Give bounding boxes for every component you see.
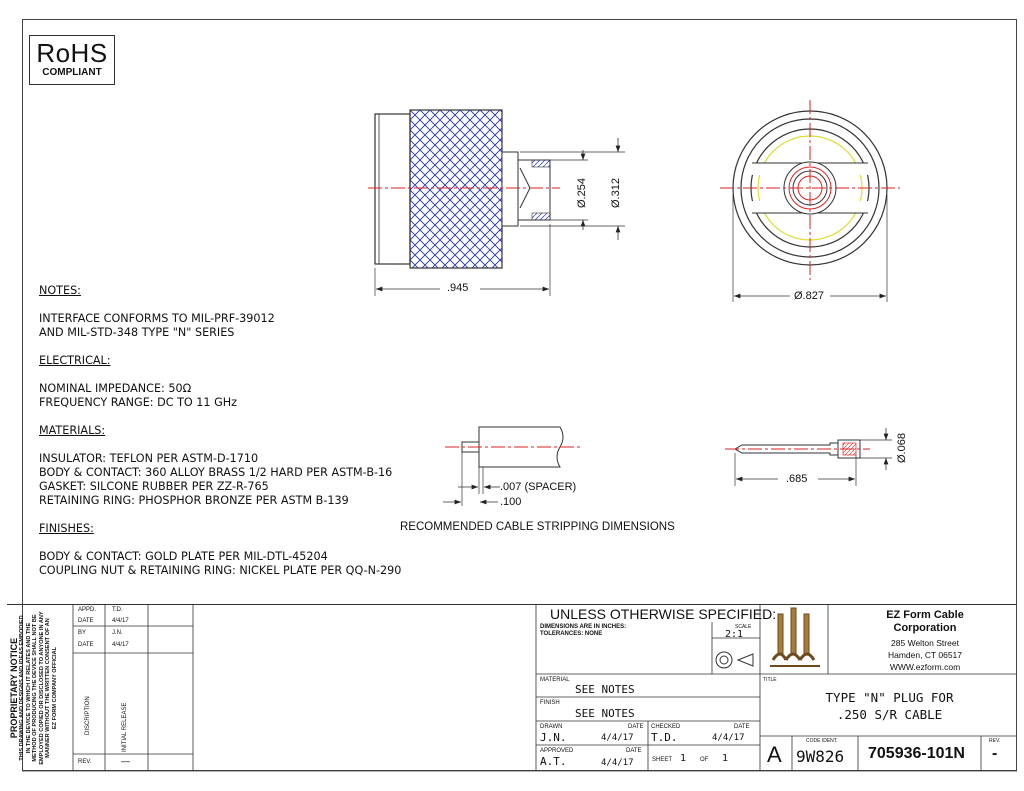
drawn-date: 4/4/17 (601, 733, 634, 743)
dim-spacer: .007 (SPACER) (500, 481, 577, 493)
approved-date: 4/4/17 (601, 758, 634, 768)
finishes-heading: FINISHES: (39, 522, 94, 535)
note-line: RETAINING RING: PHOSPHOR BRONZE PER ASTM B-139 (39, 494, 349, 507)
material-value: SEE NOTES (575, 683, 635, 696)
dim-d312: Ø.312 (610, 178, 622, 208)
of-label: OF (700, 757, 709, 763)
part-number: 705936-101N (868, 745, 965, 762)
date-value: 4/4/17 (112, 618, 129, 624)
rev-label: REV. (78, 759, 92, 765)
unless-specified-title: UNLESS OTHERWISE SPECIFIED: (550, 606, 777, 622)
of-value: 1 (722, 753, 729, 764)
company-logo (770, 608, 820, 666)
tolerances: TOLERANCES: NONE (540, 631, 603, 637)
drawn-label: DRAWN (540, 724, 563, 730)
notes-section (39, 284, 401, 578)
description-label: DISCRIPTION (85, 696, 91, 735)
projection-symbol (716, 652, 753, 668)
drawn-date-label: DATE (628, 724, 644, 730)
notes-heading: NOTES: (39, 284, 81, 297)
drawing-title-line1: TYPE "N" PLUG FOR (825, 690, 954, 705)
dims-in-inches: DIMENSIONS ARE IN INCHES: (540, 624, 627, 630)
company-address (835, 637, 1015, 673)
appd-label: APPD. (78, 607, 97, 613)
note-line: BODY & CONTACT: GOLD PLATE PER MIL-DTL-45204 (39, 550, 328, 563)
approved-value: A.T. (540, 755, 567, 768)
description-value: INITIAL RELEASE (122, 702, 128, 752)
dim-d254: Ø.254 (576, 178, 588, 208)
checked-value: T.D. (651, 731, 678, 744)
drawing-title-line2: .250 S/R CABLE (836, 707, 943, 722)
code-ident-value: 9W826 (796, 747, 845, 766)
note-line: NOMINAL IMPEDANCE: 50Ω (39, 382, 192, 395)
note-line: BODY & CONTACT: 360 ALLOY BRASS 1/2 HARD PER ASTM-B-16 (39, 466, 393, 479)
company-address-line1: 285 Welton Street (891, 638, 959, 648)
proprietary-title: PROPRIETARY NOTICE (9, 637, 19, 739)
company-name-line1: EZ Form Cable (886, 609, 964, 621)
note-line: INSULATOR: TEFLON PER ASTM-D-1710 (39, 452, 259, 465)
dim-strip: .100 (500, 496, 522, 508)
sheet-size: A (767, 742, 782, 767)
dim-l685: .685 (786, 473, 808, 485)
drawing-title (762, 689, 1017, 723)
rev-value: — (121, 756, 130, 766)
checked-date: 4/4/17 (712, 733, 745, 743)
rev-label-title: REV. (989, 738, 1001, 744)
strip-caption: RECOMMENDED CABLE STRIPPING DIMENSIONS (400, 521, 675, 533)
rohs-text: RoHS (36, 38, 108, 68)
date-label: DATE (78, 618, 94, 624)
by-label: BY (78, 630, 87, 636)
contact-pin-view (725, 428, 892, 486)
cable-strip-view (443, 427, 580, 506)
note-line: COUPLING NUT & RETAINING RING: NICKEL PLATE PER QQ-N-290 (39, 564, 402, 577)
title-label: TITLE (763, 677, 777, 683)
code-ident-label: CODE IDENT. (806, 738, 838, 744)
company-name (835, 609, 1015, 635)
materials-heading: MATERIALS: (39, 424, 106, 437)
note-line: GASKET: SILCONE RUBBER PER ZZ-R-765 (39, 480, 269, 493)
rev-value-title: - (992, 745, 998, 762)
appd-value: T.D. (112, 607, 123, 613)
proprietary-line: THIS DRAWING AND DESIGNS AND IDEAS EMBODIED (19, 615, 25, 761)
dim-d068: Ø.068 (896, 433, 908, 463)
electrical-heading: ELECTRICAL: (39, 354, 111, 367)
proprietary-line: MANNER WITHOUT THE WRITTEN CONSENT OF AN (45, 618, 52, 758)
by-value: J.N. (112, 630, 123, 636)
checked-date-label: DATE (734, 724, 750, 730)
date-label: DATE (78, 642, 94, 648)
dim-d827: Ø.827 (794, 290, 824, 302)
approved-date-label: DATE (626, 748, 642, 754)
checked-label: CHECKED (651, 724, 681, 730)
rohs-compliant-text: COMPLIANT (42, 67, 102, 78)
company-name-line2: Corporation (893, 622, 957, 634)
note-line: AND MIL-STD-348 TYPE "N" SERIES (39, 326, 235, 339)
proprietary-line: EZ FORM COMPANY OFFICIAL (51, 646, 58, 730)
finish-label: FINISH (540, 700, 560, 706)
note-line: FREQUENCY RANGE: DC TO 11 GHz (39, 396, 238, 409)
scale-value: 2:1 (725, 629, 744, 640)
plug-end-view (720, 100, 900, 302)
sheet-value: 1 (680, 753, 687, 764)
dim-l945: .945 (447, 282, 469, 294)
scale-label: SCALE (735, 624, 752, 630)
approved-label: APPROVED (540, 748, 574, 754)
proprietary-line: METHOD OF PRODUCING THE DEVICE SHALL NOT BE (32, 614, 39, 762)
material-label: MATERIAL (540, 677, 570, 683)
note-line: INTERFACE CONFORMS TO MIL-PRF-39012 (39, 312, 275, 325)
company-website: WWW.ezform.com (889, 662, 961, 672)
finish-value: SEE NOTES (575, 707, 635, 720)
proprietary-line: EMPLOYED COPIED OR DISCLOSED TO ANYONE IN ANY (38, 611, 45, 765)
drawn-value: J.N. (540, 731, 567, 744)
proprietary-line: IN THE DEVICE TO WHICH IT RELATES AND THE (25, 622, 32, 754)
sheet-label: SHEET (652, 757, 673, 763)
date-value: 4/4/17 (112, 642, 129, 648)
company-address-line2: Hamden, CT 06517 (887, 650, 963, 660)
